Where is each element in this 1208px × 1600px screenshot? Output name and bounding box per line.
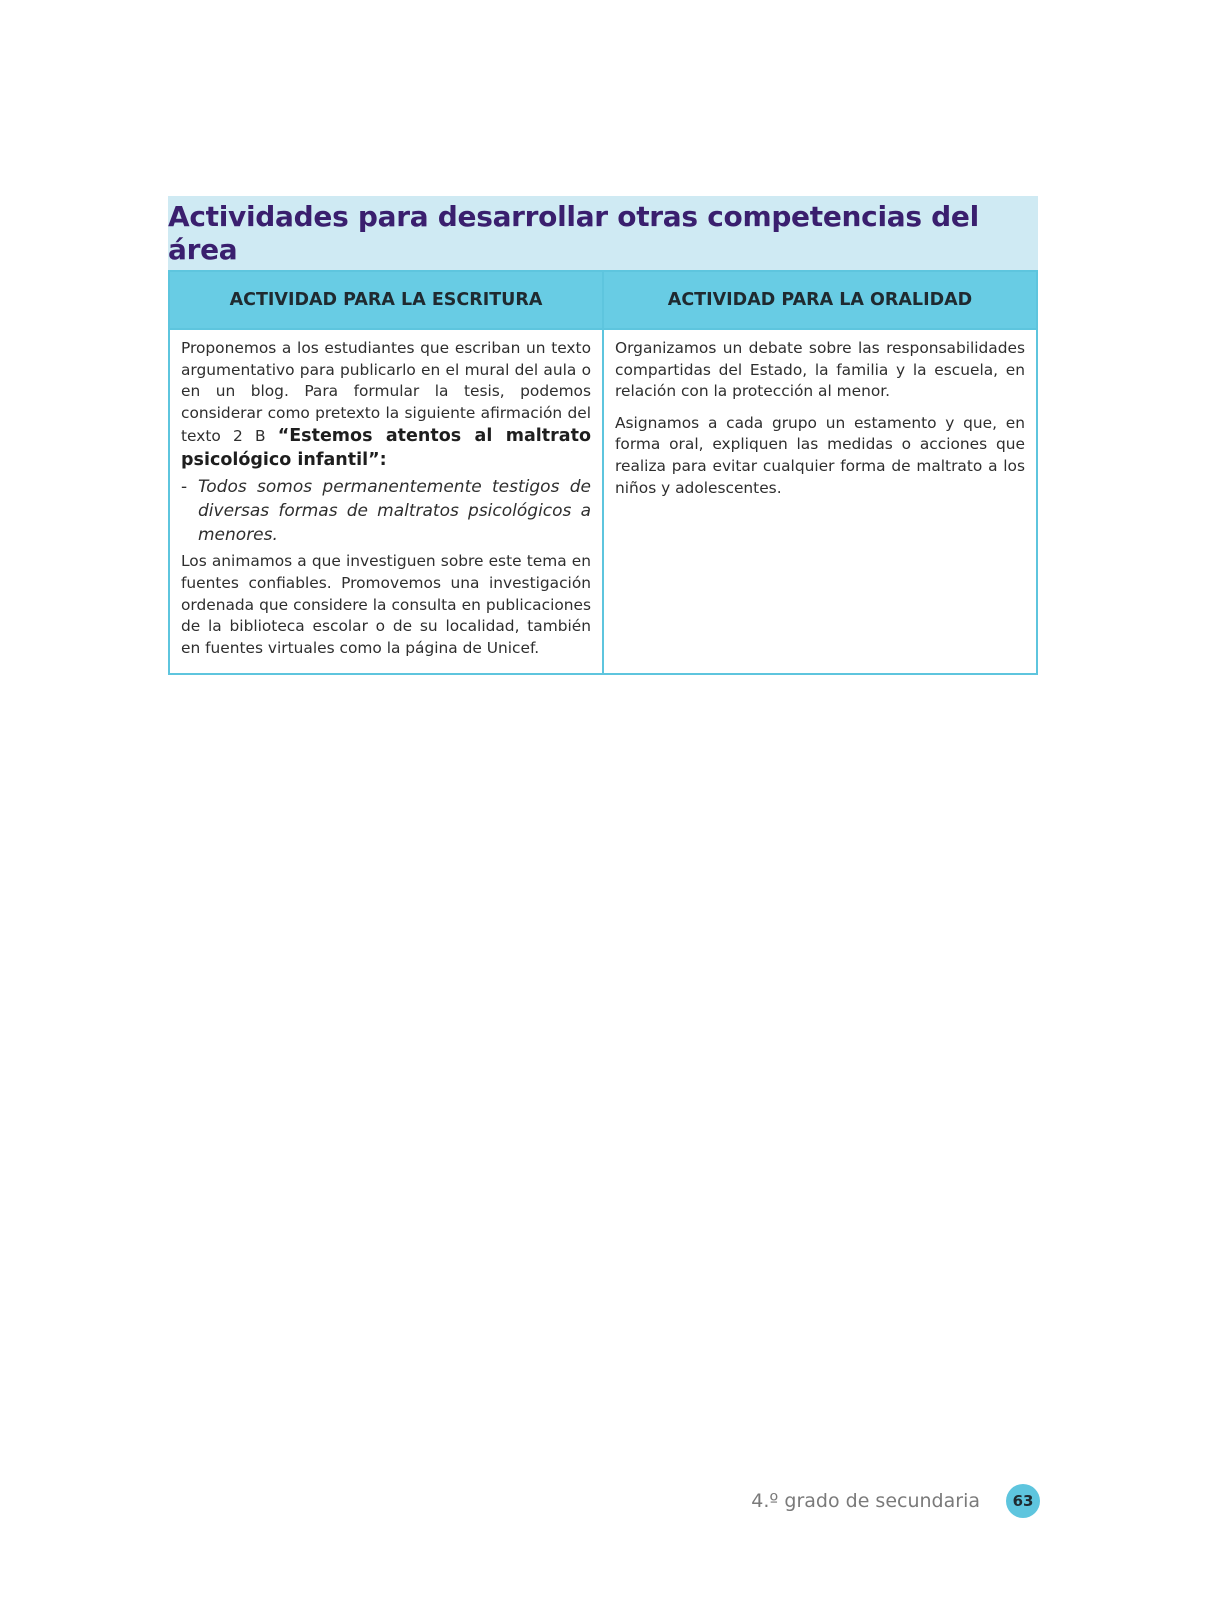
- writing-column: [170, 330, 602, 673]
- speaking-column: [602, 330, 1036, 673]
- page-footer: [751, 1484, 1040, 1518]
- speaking-column-heading: ACTIVIDAD PARA LA ORALIDAD: [602, 272, 1036, 328]
- speaking-paragraph-1: Organizamos un debate sobre las responsabilidades compartidas del Estado, la familia y la escuela, en relación con la protección al menor.: [615, 339, 1025, 401]
- title-band: [168, 196, 1038, 270]
- page-number-badge: 63: [1006, 1484, 1040, 1518]
- dash-bullet: -: [181, 477, 188, 498]
- list-item-text: Todos somos permanentemente testigos de diversas formas de maltratos psicológicos a menores.: [198, 477, 591, 546]
- list-item: [181, 475, 591, 547]
- footer-grade: 4.º grado de secundaria: [751, 1490, 980, 1512]
- column-headers: [170, 270, 1036, 330]
- section-title: Actividades para desarrollar otras competencias del área: [168, 200, 979, 266]
- writing-intro: [181, 338, 591, 472]
- writing-column-heading: ACTIVIDAD PARA LA ESCRITURA: [229, 290, 543, 310]
- activities-box: [168, 196, 1038, 675]
- writing-closing: Los animamos a que investiguen sobre este tema en fuentes confiables. Promovemos una investigación ordenada que considere la consulta en publicaciones de la biblioteca escolar o de su localidad, también en fuentes virtuales como la página de Unicef.: [181, 552, 591, 657]
- quoted-text-title: “Estemos atentos al maltrato psicológico infantil”:: [181, 426, 591, 471]
- column-bodies: [170, 330, 1036, 673]
- speaking-paragraph-2: Asignamos a cada grupo un estamento y que, en forma oral, expliquen las medidas o acciones que realiza para evitar cualquier forma de maltrato a los niños y adolescentes.: [615, 413, 1025, 497]
- writing-intro-text: Proponemos a los estudiantes que escriban un texto argumentativo para publicarlo en el mural del aula o en un blog. Para formular la tesis, podemos considerar como pretexto la siguiente afirmación del texto 2 B: [181, 339, 591, 446]
